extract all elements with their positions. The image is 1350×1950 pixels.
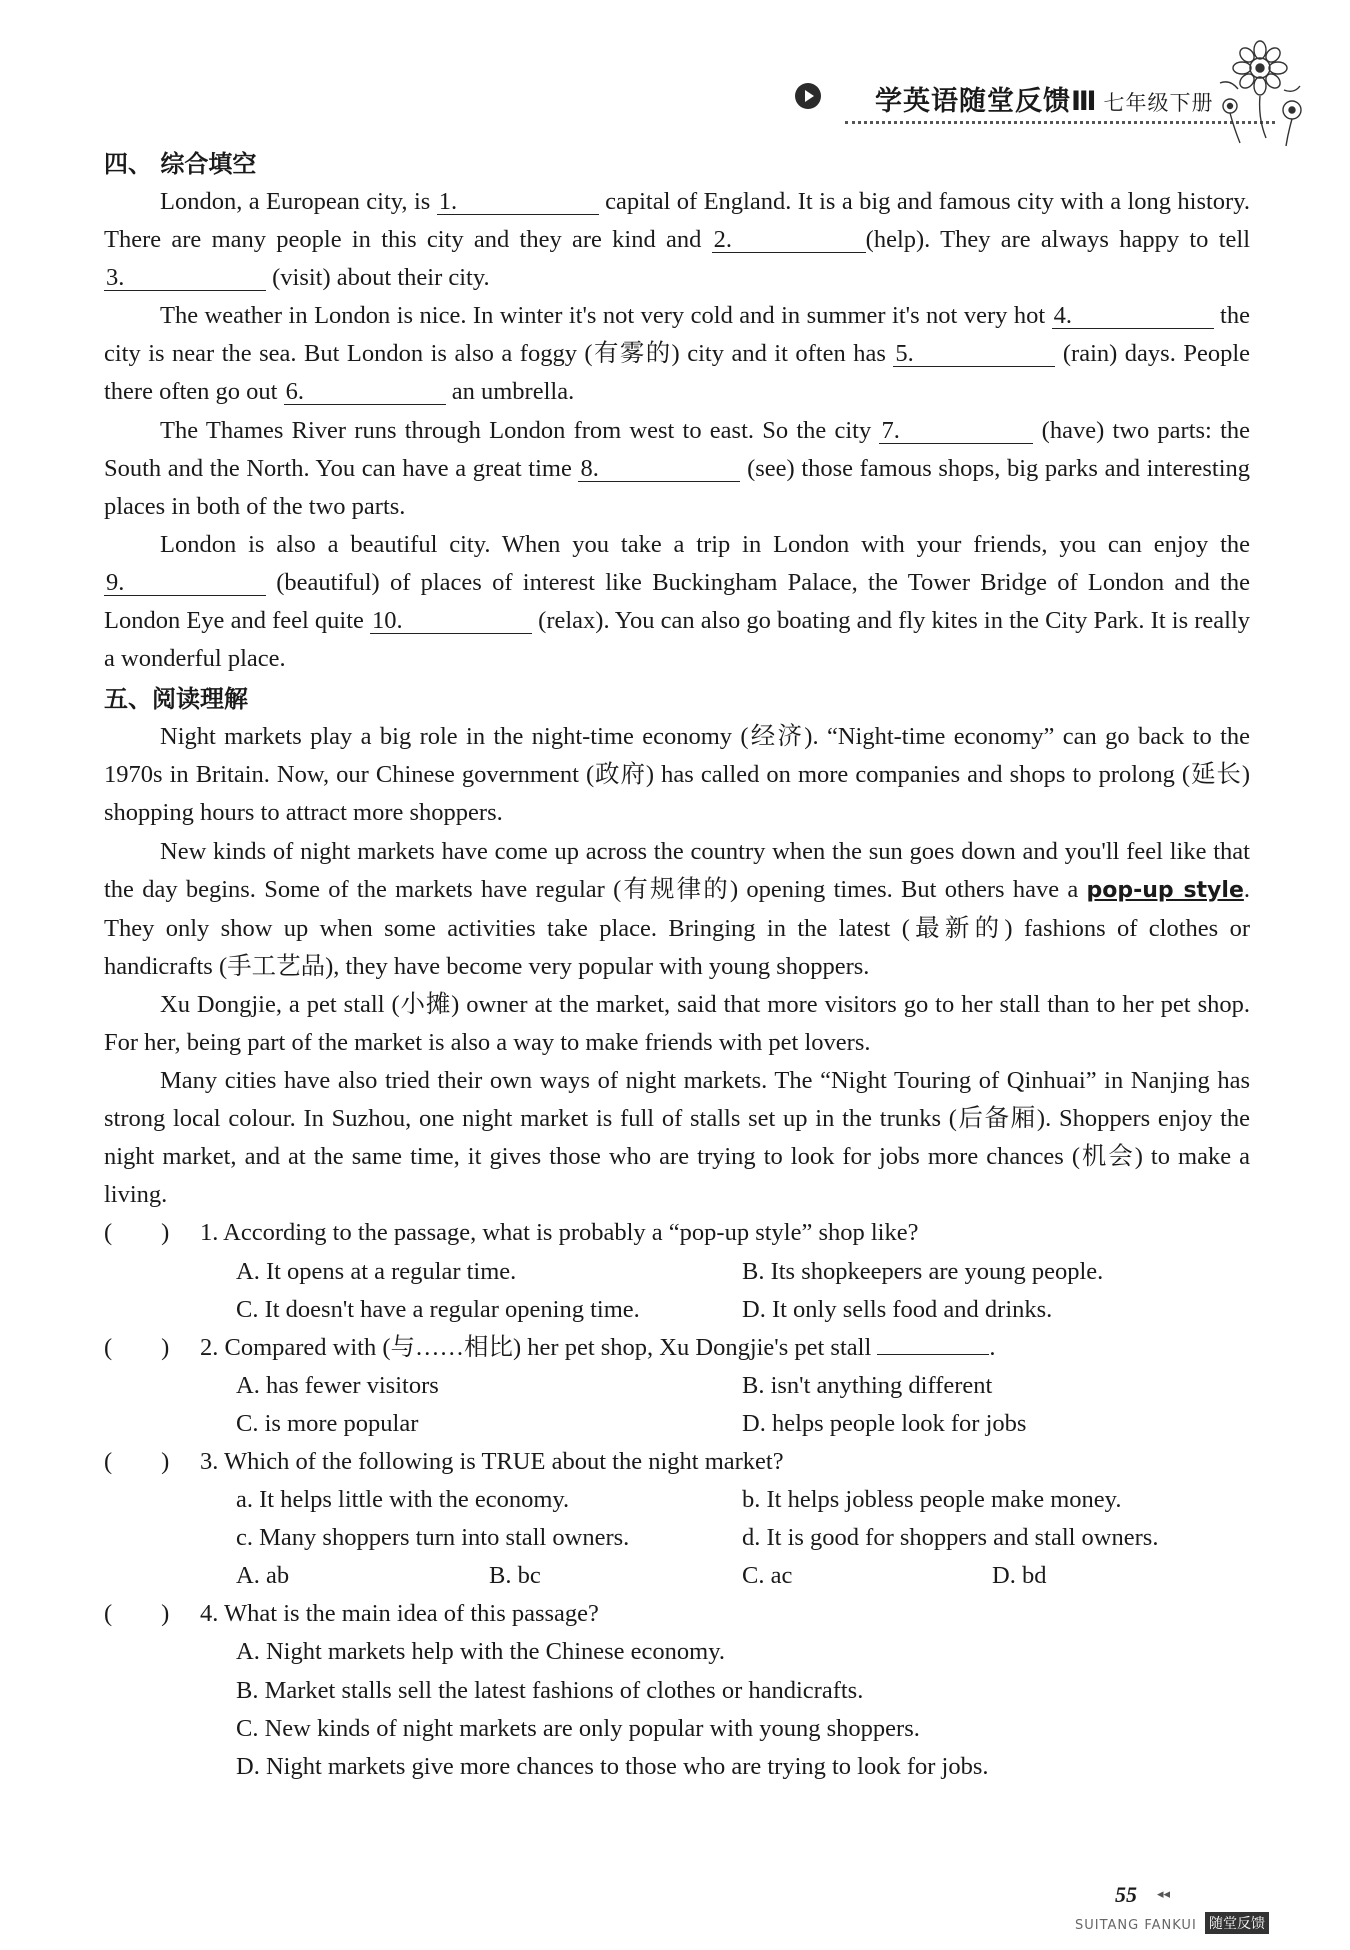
option-a[interactable]: A. It opens at a regular time.	[236, 1257, 517, 1285]
question-1-options-row-1	[104, 1253, 1250, 1291]
answer-bracket[interactable]: ( )	[104, 1600, 170, 1628]
reading-paragraph-4: Many cities have also tried their own ways of night markets. The “Night Touring of Qinhuai” in Nanjing has strong local colour. In Suzhou, one night market is full of stalls set up in the trunks (后备厢). Shoppers enjoy the night market, and at the same time, it gives those who are trying to look for jobs more chances (机会) to make a living.	[104, 1067, 1250, 1209]
text-run: (help). They are always happy to tell	[865, 226, 1250, 254]
reading-paragraph-3: Xu Dongjie, a pet stall (小摊) owner at the market, said that more visitors go to her stall than to her pet shop. For her, being part of the market is also a way to make friends with pet lovers.	[104, 990, 1250, 1056]
blank-1[interactable]: 1.	[437, 190, 599, 215]
text-run: . They only show up when some activities take place. Bringing in the latest (最新的) fashions of clothes or handicrafts (手工艺品), they have become very popular with young shoppers.	[104, 875, 1250, 980]
text-run: an umbrella.	[445, 378, 575, 406]
blank-5[interactable]: 5.	[893, 342, 1055, 367]
option-b[interactable]: B. bc	[489, 1562, 541, 1590]
reading-paragraph-2	[104, 833, 1250, 986]
question-stem: 1. According to the passage, what is probably a “pop-up style” shop like?	[200, 1219, 919, 1247]
option-d[interactable]: D. Night markets give more chances to those who are trying to look for jobs.	[236, 1752, 989, 1780]
question-4	[104, 1595, 1250, 1633]
text-run: The weather in London is nice. In winter it's not very cold and in summer it's not very hot	[160, 302, 1052, 330]
page-header	[795, 75, 1265, 135]
blank-9[interactable]: 9.	[104, 571, 266, 596]
book-title-text: 学英语随堂反馈Ⅲ	[875, 86, 1098, 117]
text-run: The Thames River runs through London from west to east. So the city	[160, 416, 880, 444]
question-stem: 2. Compared with (与……相比) her pet shop, Xu Dongjie's pet stall	[200, 1333, 878, 1361]
question-1	[104, 1214, 1250, 1252]
statement-d: d. It is good for shoppers and stall owners.	[742, 1524, 1159, 1552]
option-a[interactable]: A. Night markets help with the Chinese economy.	[236, 1638, 725, 1666]
text-run: capital of England. It is a big and famous city with a long history. There are many people in this city and they are kind and	[104, 188, 1251, 254]
series-name-en: SUITANG FANKUI	[1075, 1918, 1197, 1933]
highlighted-term: pop-up style	[1086, 877, 1244, 903]
double-arrow-left-icon: ◂◂	[1157, 1886, 1171, 1901]
question-stem: 3. Which of the following is TRUE about the night market?	[200, 1448, 784, 1475]
option-c[interactable]: C. It doesn't have a regular opening time.	[236, 1295, 640, 1323]
text-run: (see) those famous shops, big parks and interesting places in both of the two parts.	[104, 454, 1250, 520]
option-c[interactable]: C. is more popular	[236, 1409, 419, 1437]
option-a[interactable]: A. has fewer visitors	[236, 1371, 439, 1399]
grade-label: 七年级下册	[1103, 91, 1214, 115]
page-footer	[1075, 1882, 1295, 1942]
question-3-statements-row-1	[104, 1481, 1250, 1519]
text-run: London, a European city, is	[160, 188, 437, 215]
option-b[interactable]: B. isn't anything different	[742, 1371, 993, 1399]
question-3	[104, 1443, 1250, 1481]
question-1-options-row-2	[104, 1291, 1250, 1329]
blank-3[interactable]: 3.	[104, 266, 266, 291]
question-4-option-a-row	[104, 1633, 1250, 1671]
question-4-option-b-row	[104, 1672, 1250, 1710]
flower-decoration-icon	[1200, 28, 1320, 148]
question-stem: 4. What is the main idea of this passage?	[200, 1600, 599, 1628]
cloze-paragraph-3	[104, 412, 1250, 526]
option-c[interactable]: C. ac	[742, 1562, 793, 1590]
blank-8[interactable]: 8.	[578, 457, 740, 482]
text-run: (rain) days. People there often go out	[104, 340, 1251, 406]
section-title-cloze: 四、 综合填空	[104, 150, 257, 178]
play-icon	[795, 83, 821, 109]
option-d[interactable]: D. bd	[992, 1562, 1047, 1590]
statement-a: a. It helps little with the economy.	[236, 1486, 570, 1514]
cloze-paragraph-2	[104, 297, 1250, 411]
question-3-statements-row-2	[104, 1519, 1250, 1557]
answer-blank[interactable]	[877, 1354, 989, 1355]
option-c[interactable]: C. New kinds of night markets are only popular with young shoppers.	[236, 1714, 920, 1742]
blank-10[interactable]: 10.	[370, 609, 532, 634]
option-b[interactable]: B. Its shopkeepers are young people.	[742, 1257, 1104, 1285]
text-run: the city is near the sea. But London is also a foggy (有雾的) city and it often has	[104, 302, 1250, 368]
text-run: (relax). You can also go boating and fly kites in the City Park. It is really a wonderful place.	[104, 607, 1250, 673]
reading-paragraph-1: Night markets play a big role in the night-time economy (经济). “Night-time economy” can go back to the 1970s in Britain. Now, our Chinese government (政府) has called on more companies and shops to prolong (延长) shopping hours to attract more shoppers.	[104, 723, 1250, 827]
question-2-options-row-2	[104, 1405, 1250, 1443]
answer-bracket[interactable]: ( )	[104, 1333, 170, 1361]
cloze-paragraph-4	[104, 526, 1250, 678]
text-run: (visit) about their city.	[266, 264, 490, 292]
blank-6[interactable]: 6.	[284, 380, 446, 405]
statement-c: c. Many shoppers turn into stall owners.	[236, 1524, 630, 1552]
option-d[interactable]: D. helps people look for jobs	[742, 1409, 1027, 1437]
text-run: (have) two parts: the South and the North. You can have a great time	[104, 416, 1251, 482]
question-3-options	[104, 1557, 1250, 1595]
option-b[interactable]: B. Market stalls sell the latest fashions of clothes or handicrafts.	[236, 1676, 864, 1704]
book-title	[875, 79, 1214, 118]
option-a[interactable]: A. ab	[236, 1562, 290, 1590]
main-content	[104, 143, 1250, 1786]
question-2-options-row-1	[104, 1367, 1250, 1405]
section-title-reading: 五、阅读理解	[104, 685, 248, 714]
question-4-option-c-row	[104, 1710, 1250, 1748]
question-2	[104, 1329, 1250, 1367]
option-d[interactable]: D. It only sells food and drinks.	[742, 1295, 1053, 1323]
answer-bracket[interactable]: ( )	[104, 1219, 170, 1247]
answer-bracket[interactable]: ( )	[104, 1448, 170, 1475]
series-name-cn: 随堂反馈	[1205, 1912, 1269, 1934]
page-number: 55	[1115, 1882, 1137, 1907]
blank-7[interactable]: 7.	[879, 419, 1033, 444]
cloze-paragraph-1	[104, 183, 1250, 297]
question-stem-end: .	[989, 1333, 996, 1361]
text-run: London is also a beautiful city. When you take a trip in London with your friends, you can enjoy the	[160, 530, 1250, 558]
blank-4[interactable]: 4.	[1052, 304, 1214, 329]
question-4-option-d-row	[104, 1748, 1250, 1786]
blank-2[interactable]: 2.	[712, 228, 866, 253]
statement-b: b. It helps jobless people make money.	[742, 1486, 1122, 1514]
text-run: (beautiful) of places of interest like Buckingham Palace, the Tower Bridge of London and the London Eye and feel quite	[104, 568, 1250, 635]
text-run: New kinds of night markets have come up across the country when the sun goes down and you'll feel like that the day begins. Some of the markets have regular (有规律的) opening times. But others have a	[104, 837, 1250, 903]
